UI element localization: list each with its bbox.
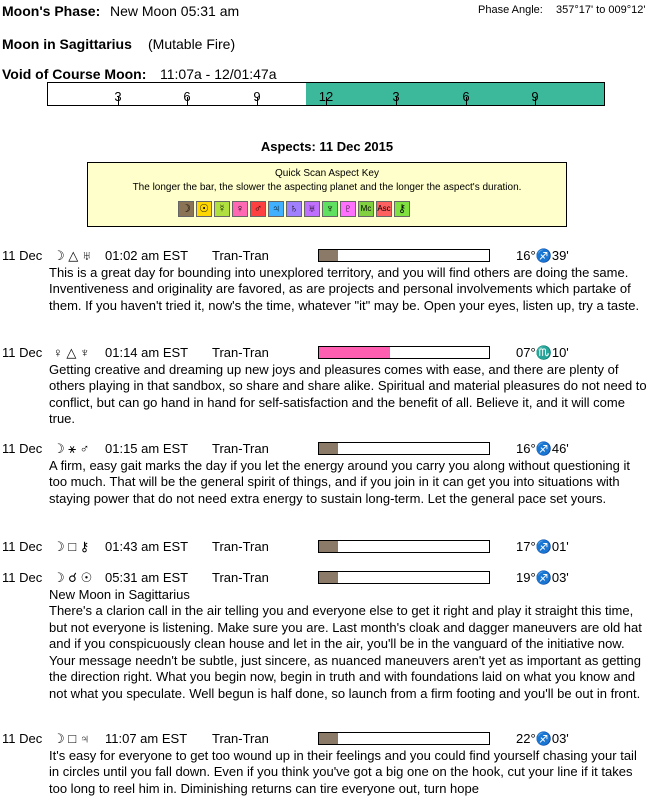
aspect-type: Tran-Tran <box>212 539 269 554</box>
voc-tick-label: 12 <box>319 89 333 104</box>
aspect-glyphs: ☽ □ ⚷ <box>53 539 89 555</box>
chiron-key-icon: ⚷ <box>394 201 410 217</box>
aspect-type: Tran-Tran <box>212 248 269 263</box>
aspect-position: 16°♐39' <box>516 248 569 264</box>
aspect-date: 11 Dec <box>2 570 42 585</box>
aspect-description: A firm, easy gait marks the day if you let the energy around you carry you along without questioning it too much. That will be the general spirit of things, and if you join in it can get you into situations with staying power that do not need extra energy to sustain long-term. Let the general pace set yours. <box>49 458 649 508</box>
aspect-duration-bar <box>318 732 490 745</box>
aspect-heading: New Moon in Sagittarius <box>49 587 649 604</box>
aspect-date: 11 Dec <box>2 441 42 456</box>
key-title: Quick Scan Aspect Key <box>88 168 566 179</box>
sun-key-icon: ☉ <box>196 201 212 217</box>
voc-value: 11:07a - 12/01:47a <box>160 66 277 82</box>
key-subtitle: The longer the bar, the slower the aspecting planet and the longer the aspect's duration. <box>88 182 566 193</box>
aspect-position: 07°♏10' <box>516 345 569 361</box>
venus-key-icon: ♀ <box>232 201 248 217</box>
aspect-date: 11 Dec <box>2 731 42 746</box>
aspect-glyphs: ☽ ⚹ ♂ <box>53 441 89 457</box>
mercury-key-icon: ☿ <box>214 201 230 217</box>
voc-tick-label: 6 <box>183 89 190 104</box>
voc-period-fill <box>306 83 604 105</box>
aspect-duration-fill <box>319 250 338 261</box>
uranus-key-icon: ♅ <box>304 201 320 217</box>
aspect-description: This is a great day for bounding into unexplored territory, and you will find others are doing the same. Inventiveness and originality are favored, as are projects and personal involvements which partake of them. If you haven't tried it, now's the time, whatever "it" may be. Open your eyes, listen up, try a taste. <box>49 265 649 315</box>
asc-key-icon: Asc <box>376 201 392 217</box>
phase-angle-value: 357°17' to 009°12' <box>556 4 645 16</box>
aspect-description: Getting creative and dreaming up new joys and pleasures comes with ease, and there are plenty of others playing in that sandbox, so share and share alike. Spiritual and material pleasures do not need to conflict, but can go hand in hand for self-satisfaction and the benefit of all. Believe it, and it will come true. <box>49 362 649 428</box>
aspect-position: 17°♐01' <box>516 539 569 555</box>
aspect-description: There's a clarion call in the air telling you and everyone else to get it right and play it straight this time, but not everyone is listening. Make sure you are. Last month's cloak and dagger maneuvers are old hat and if you conspicuously clean house and let in the air, you'll be in the vanguard of the initiative now. Your message needn't be subtle, just sincere, as nuanced maneuvers aren't yet as important as getting the direction right. What you begin now, begin in truth and with foundations laid on what you know and not what you speculate. Well begun is half done, so launch from a firm footing and you'll be out in front. <box>49 603 649 702</box>
aspect-date: 11 Dec <box>2 345 42 360</box>
voc-tick-label: 9 <box>253 89 260 104</box>
phase-value: New Moon 05:31 am <box>110 3 239 19</box>
mars-key-icon: ♂ <box>250 201 266 217</box>
aspect-date: 11 Dec <box>2 248 42 263</box>
aspect-time: 11:07 am EST <box>105 731 187 746</box>
aspect-time: 01:02 am EST <box>105 248 188 263</box>
aspect-time: 01:15 am EST <box>105 441 188 456</box>
aspect-time: 01:14 am EST <box>105 345 188 360</box>
jupiter-key-icon: ♃ <box>268 201 284 217</box>
mc-key-icon: Mc <box>358 201 374 217</box>
aspect-duration-fill <box>319 541 338 552</box>
aspect-date: 11 Dec <box>2 539 42 554</box>
aspect-duration-fill <box>319 572 338 583</box>
aspect-glyphs: ☽ □ ♃ <box>53 731 89 747</box>
aspect-duration-fill <box>319 347 390 358</box>
aspects-title: Aspects: 11 Dec 2015 <box>0 139 654 156</box>
aspect-glyphs: ☽ ☌ ☉ <box>53 570 92 586</box>
saturn-key-icon: ♄ <box>286 201 302 217</box>
neptune-key-icon: ♆ <box>322 201 338 217</box>
aspect-duration-fill <box>319 733 338 744</box>
aspect-type: Tran-Tran <box>212 731 269 746</box>
moon-key-icon: ☽ <box>178 201 194 217</box>
voc-tick-label: 6 <box>462 89 469 104</box>
aspect-time: 01:43 am EST <box>105 539 188 554</box>
aspect-duration-fill <box>319 443 338 454</box>
aspect-position: 22°♐03' <box>516 731 569 747</box>
key-glyph-row <box>178 201 412 217</box>
aspect-position: 16°♐46' <box>516 441 569 457</box>
aspect-position: 19°♐03' <box>516 570 569 586</box>
aspect-glyphs: ☽ △ ♅ <box>53 248 92 264</box>
aspect-type: Tran-Tran <box>212 570 269 585</box>
moon-sign-label: Moon in Sagittarius <box>2 36 132 52</box>
aspect-type: Tran-Tran <box>212 345 269 360</box>
voc-tick-label: 9 <box>531 89 538 104</box>
phase-angle-label: Phase Angle: <box>478 4 543 16</box>
void-of-course-bar <box>47 82 605 106</box>
aspect-duration-bar <box>318 442 490 455</box>
aspect-duration-bar <box>318 540 490 553</box>
aspect-time: 05:31 am EST <box>105 570 188 585</box>
voc-tick-label: 3 <box>392 89 399 104</box>
aspect-type: Tran-Tran <box>212 441 269 456</box>
aspect-key <box>87 162 567 227</box>
phase-label: Moon's Phase: <box>2 3 100 19</box>
voc-label: Void of Course Moon: <box>2 66 146 82</box>
aspect-glyphs: ♀ △ ♆ <box>53 345 90 361</box>
voc-tick-label: 3 <box>114 89 121 104</box>
pluto-key-icon: ♇ <box>340 201 356 217</box>
aspect-description: It's easy for everyone to get too wound up in their feelings and you could find yourself chasing your tail in circles until you fall down. Even if you think you've got a big one on the hook, cut your line if it takes too long to reel him in. Diminishing returns can tire everyone out, turn hope <box>49 748 649 797</box>
aspect-duration-bar <box>318 249 490 262</box>
aspect-duration-bar <box>318 571 490 584</box>
moon-sign-element: (Mutable Fire) <box>148 36 235 52</box>
aspect-duration-bar <box>318 346 490 359</box>
